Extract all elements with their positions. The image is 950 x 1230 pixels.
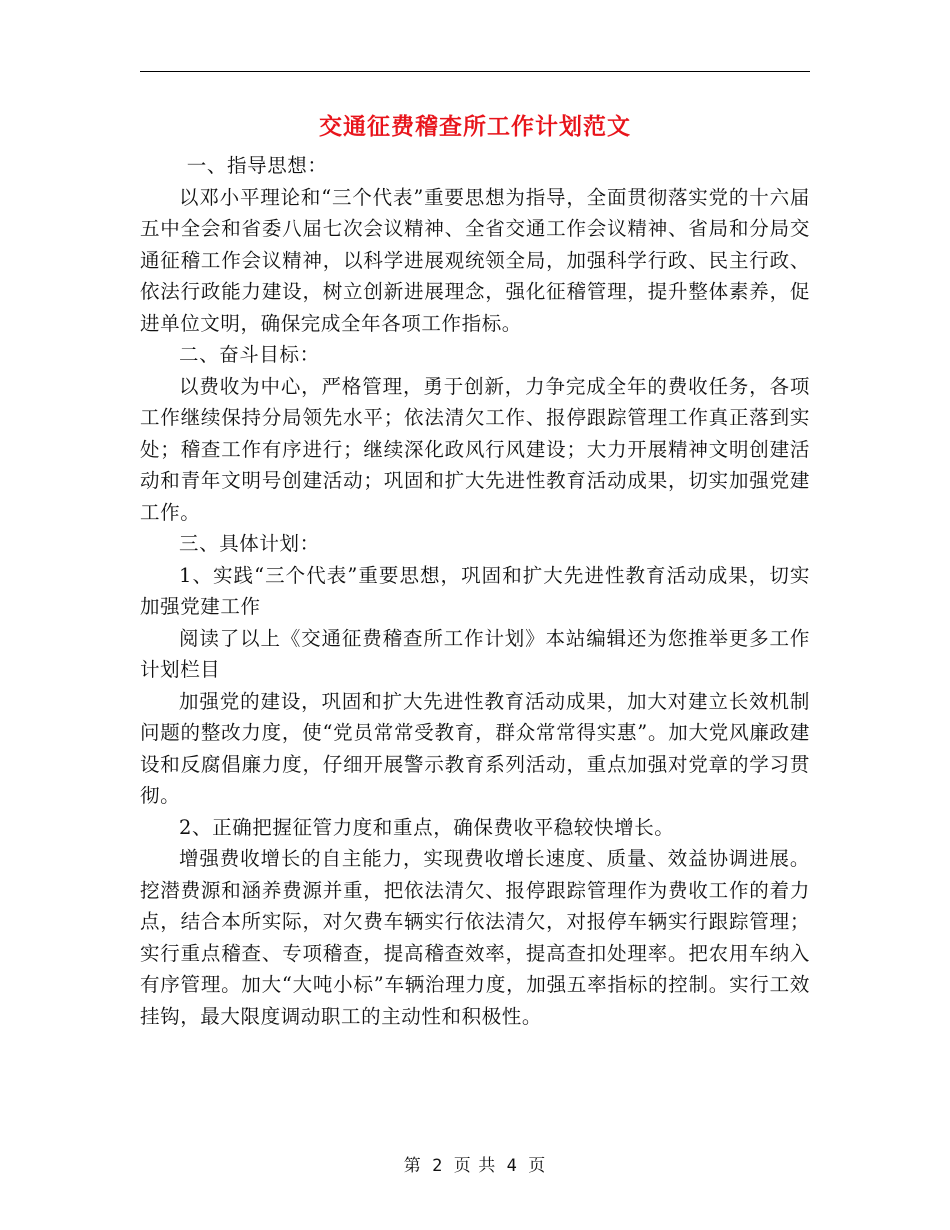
- plan-item-2-heading: 2、正确把握征管力度和重点，确保费收平稳较快增长。: [179, 815, 675, 839]
- header-rule: [140, 71, 810, 72]
- paragraph-party-building: 加强党的建设，巩固和扩大先进性教育活动成果，加大对建立长效机制问题的整改力度，使“党员常常受教育，群众常常得实惠”。加大党风廉政建设和反腐倡廉力度，仔细开展警示教育系列活动，重点加强对党章的学习贯彻。: [140, 689, 810, 807]
- section-heading-guiding-thought: 一、指导思想：: [186, 154, 328, 177]
- footer-prefix: 第: [403, 1156, 422, 1176]
- paragraph-recommendation-note: 阅读了以上《交通征费稽查所工作计划》本站编辑还为您推举更多工作计划栏目: [140, 626, 810, 681]
- paragraph-guiding-thought: 以邓小平理论和“三个代表”重要思想为指导，全面贯彻落实党的十六届五中全会和省委八届七次会议精神、全省交通工作会议精神、省局和分局交通征稽工作会议精神，以科学进展观统领全局，加强科学行政、民主行政、依法行政能力建设，树立创新进展理念，强化征稽管理，提升整体素养，促进单位文明，确保完成全年各项工作指标。: [140, 185, 810, 335]
- current-page-number: 2: [432, 1156, 444, 1176]
- paragraph-fee-growth: 增强费收增长的自主能力，实现费收增长速度、质量、效益协调进展。挖潜费源和涵养费源并重，把依法清欠、报停跟踪管理作为费收工作的着力点，结合本所实际，对欠费车辆实行依法清欠，对报停车辆实行跟踪管理；实行重点稽查、专项稽查，提高稽查效率，提高查扣处理率。把农用车纳入有序管理。加大“大吨小标”车辆治理力度，加强五率指标的控制。实行工效挂钩，最大限度调动职工的主动性和积极性。: [140, 847, 810, 1028]
- footer-suffix: 页: [528, 1156, 547, 1176]
- section-heading-goals: 二、奋斗目标：: [179, 343, 320, 366]
- footer-middle: 页 共: [453, 1156, 497, 1176]
- section-heading-plans: 三、具体计划：: [179, 532, 320, 555]
- plan-item-1-heading: 1、实践“三个代表”重要思想，巩固和扩大先进性教育活动成果，切实加强党建工作: [140, 563, 810, 618]
- paragraph-goals: 以费收为中心，严格管理，勇于创新，力争完成全年的费收任务，各项工作继续保持分局领先水平；依法清欠工作、报停跟踪管理工作真正落到实处；稽查工作有序进行；继续深化政风行风建设；大力开展精神文明创建活动和青年文明号创建活动；巩固和扩大先进性教育活动成果，切实加强党建工作。: [140, 374, 810, 524]
- document-body: [140, 150, 810, 1032]
- page-footer: [0, 1154, 950, 1178]
- document-title: 交通征费稽查所工作计划范文: [319, 113, 631, 140]
- total-pages-number: 4: [506, 1156, 518, 1176]
